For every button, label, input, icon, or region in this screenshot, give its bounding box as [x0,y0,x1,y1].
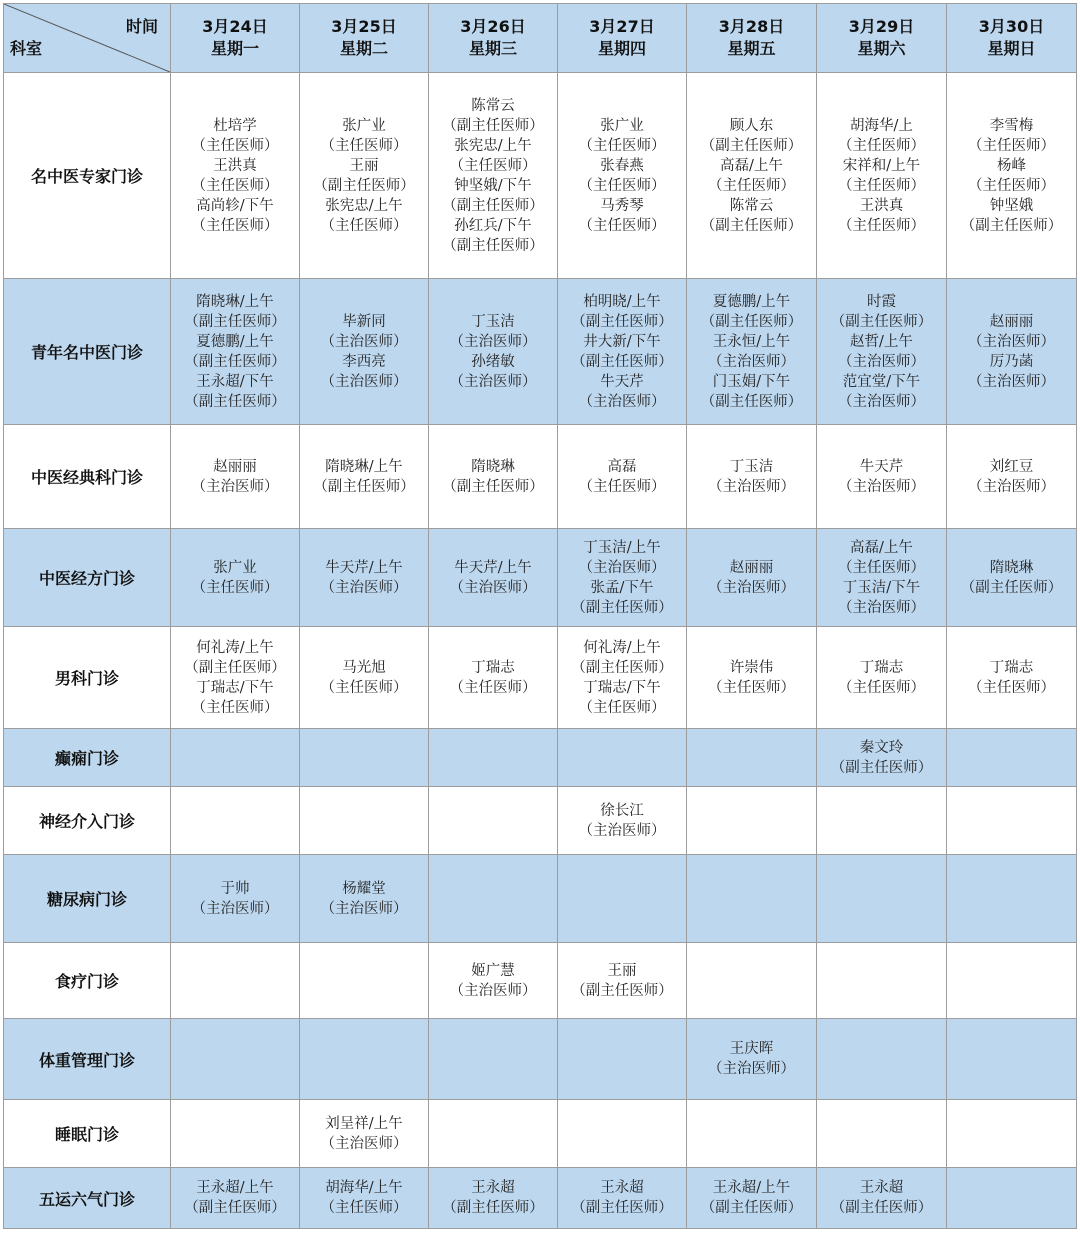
schedule-table [3,3,1077,1229]
department-name: 神经介入门诊 [4,787,171,855]
doctor-line: 何礼涛/上午 [583,639,661,656]
doctor-line: （主任医师） [838,559,925,576]
doctor-line: （主任医师） [838,137,925,154]
doctor-line: 姬广慧 [471,962,515,979]
department-name: 糖尿病门诊 [4,855,171,943]
schedule-cell [947,279,1077,425]
schedule-body [4,73,1077,1229]
schedule-cell [171,627,300,729]
doctor-line: （副主任医师） [571,313,673,330]
department-name: 食疗门诊 [4,943,171,1019]
day-date: 3月28日 [718,17,785,36]
doctor-line: 丁瑞志 [471,659,515,676]
doctor-line: （主任医师） [708,679,795,696]
doctor-line: 王丽 [607,962,637,979]
doctor-line: （主治医师） [320,333,408,350]
doctor-line: 马秀琴 [600,197,644,214]
schedule-cell [687,279,817,425]
day-weekday: 星期五 [727,39,776,58]
department-name: 体重管理门诊 [4,1019,171,1100]
schedule-cell [947,943,1077,1019]
schedule-cell [171,787,300,855]
schedule-cell [817,529,947,627]
day-date: 3月25日 [331,17,397,36]
doctor-line: （副主任医师） [571,659,673,676]
day-weekday: 星期六 [857,39,906,58]
schedule-row [4,1019,1077,1100]
doctor-line: 高磊 [607,458,637,475]
schedule-row [4,279,1077,425]
schedule-cell [429,627,558,729]
schedule-cell [817,627,947,729]
department-name: 名中医专家门诊 [4,73,171,279]
doctor-line: 王永超 [859,1180,904,1196]
day-weekday: 星期四 [597,39,646,58]
doctor-line: （主治医师） [578,559,666,576]
schedule-cell [947,1019,1077,1100]
doctor-line: 王永恒/上午 [712,333,791,350]
department-name: 男科门诊 [4,627,171,729]
doctor-line: （副主任医师） [571,1200,673,1216]
day-date: 3月24日 [202,17,268,36]
doctor-line: （副主任医师） [571,353,673,370]
doctor-line: （主治医师） [838,599,925,616]
doctor-line: 高磊/上午 [720,157,783,174]
day-header [947,4,1077,73]
doctor-line: 丁瑞志/下午 [196,679,274,696]
schedule-cell [429,73,558,279]
schedule-cell [300,73,429,279]
doctor-line: 张广业 [342,117,386,134]
doctor-line: 何礼涛/上午 [196,639,274,656]
doctor-line: （主治医师） [578,393,666,410]
department-name: 五运六气门诊 [4,1168,171,1229]
schedule-cell [687,1100,817,1168]
doctor-line: 钟坚娥/下午 [454,177,532,194]
schedule-cell [558,1019,687,1100]
doctor-line: （主治医师） [838,353,925,370]
doctor-line: （副主任医师） [700,393,803,410]
doctor-line: （副主任医师） [184,313,286,330]
doctor-line: 王永超/上午 [712,1180,791,1196]
doctor-line: 孙绪敏 [471,353,515,370]
doctor-line: （副主任医师） [700,137,803,154]
schedule-row [4,425,1077,529]
schedule-cell [817,1100,947,1168]
doctor-line: 丁玉洁 [471,313,515,330]
doctor-line: 王丽 [349,157,379,174]
doctor-line: （副主任医师） [830,1200,933,1216]
doctor-line: （主任医师） [968,177,1055,194]
doctor-line: 牛天芹/上午 [454,559,532,576]
doctor-line: （副主任医师） [442,1200,544,1216]
doctor-line: （副主任医师） [830,759,933,776]
doctor-line: （主治医师） [838,478,925,495]
doctor-line: 王永超 [471,1180,515,1196]
doctor-line: （副主任医师） [313,478,415,495]
doctor-line: （主治医师） [449,333,537,350]
doctor-line: （主任医师） [320,1200,408,1216]
header-row [4,4,1077,73]
doctor-line: 杜培学 [213,117,257,134]
doctor-line: （副主任医师） [184,393,286,410]
doctor-line: （主治医师） [191,900,279,917]
doctor-line: 赵哲/上午 [850,333,913,350]
day-weekday: 星期日 [987,39,1036,58]
schedule-cell [817,73,947,279]
day-header [558,4,687,73]
day-weekday: 星期三 [468,39,517,58]
schedule-cell [558,1100,687,1168]
doctor-line: （副主任医师） [571,982,673,999]
doctor-line: 王洪真 [213,157,257,174]
schedule-cell [300,729,429,787]
doctor-line: （主治医师） [838,393,925,410]
schedule-cell [947,73,1077,279]
doctor-line: （主任医师） [191,217,279,234]
schedule-cell [171,1168,300,1229]
schedule-cell [947,627,1077,729]
doctor-line: 高尚轸/下午 [196,197,274,214]
doctor-line: 高磊/上午 [850,539,913,556]
doctor-line: （主任医师） [968,137,1055,154]
doctor-line: （主任医师） [838,679,925,696]
doctor-line: （主治医师） [968,478,1055,495]
doctor-line: （副主任医师） [442,237,544,254]
doctor-line: （主任医师） [320,137,408,154]
doctor-line: （主治医师） [708,579,795,596]
doctor-line: （副主任医师） [184,1200,286,1216]
schedule-cell [817,855,947,943]
schedule-cell [300,855,429,943]
doctor-line: 张孟/下午 [590,579,654,596]
schedule-cell [947,787,1077,855]
schedule-cell [171,855,300,943]
doctor-line: （主治医师） [578,822,666,839]
schedule-cell [687,529,817,627]
doctor-line: （副主任医师） [960,579,1063,596]
doctor-line: （副主任医师） [830,313,933,330]
schedule-cell [947,529,1077,627]
doctor-line: 刘红豆 [989,458,1034,475]
doctor-line: 张春燕 [600,157,644,174]
doctor-line: 隋晓琳 [471,458,515,475]
doctor-line: 时霞 [867,293,896,310]
schedule-cell [300,787,429,855]
schedule-cell [687,729,817,787]
schedule-cell [817,425,947,529]
department-name: 中医经方门诊 [4,529,171,627]
doctor-line: （主治医师） [968,333,1055,350]
doctor-line: 王洪真 [859,197,904,214]
doctor-line: 丁玉洁/上午 [583,539,661,556]
doctor-line: 刘呈祥/上午 [325,1115,403,1132]
schedule-cell [300,627,429,729]
doctor-line: 杨耀堂 [342,880,386,897]
corner-cell [4,4,171,73]
doctor-line: （主治医师） [320,1135,408,1152]
department-name: 中医经典科门诊 [4,425,171,529]
schedule-cell [817,1168,947,1229]
doctor-line: （主任医师） [838,177,925,194]
schedule-cell [817,943,947,1019]
schedule-cell [429,1168,558,1229]
schedule-cell [429,529,558,627]
schedule-cell [300,279,429,425]
schedule-cell [300,1168,429,1229]
schedule-cell [558,627,687,729]
doctor-line: 张广业 [213,559,257,576]
doctor-line: 牛天芹 [859,458,904,475]
schedule-cell [429,729,558,787]
schedule-cell [171,1019,300,1100]
schedule-cell [947,1168,1077,1229]
doctor-line: 王永超 [600,1180,644,1196]
doctor-line: （主治医师） [708,1061,795,1077]
doctor-line: 夏德鹏/上午 [196,333,274,350]
doctor-line: 丁玉洁/下午 [842,579,921,596]
schedule-cell [687,787,817,855]
schedule-cell [429,1100,558,1168]
schedule-row [4,943,1077,1019]
schedule-cell [300,529,429,627]
doctor-line: 赵丽丽 [989,313,1034,330]
doctor-line: 王庆晖 [729,1041,774,1057]
day-date: 3月27日 [589,17,655,36]
schedule-cell [558,855,687,943]
doctor-line: 宋祥和/上午 [842,157,921,174]
schedule-cell [558,279,687,425]
doctor-line: 于帅 [220,880,250,897]
doctor-line: （副主任医师） [442,197,544,214]
doctor-line: 许崇伟 [729,659,774,676]
doctor-line: 赵丽丽 [213,458,257,475]
doctor-line: 孙红兵/下午 [454,217,532,234]
schedule-cell [817,1019,947,1100]
doctor-line: （主治医师） [320,373,408,390]
schedule-row [4,729,1077,787]
schedule-row [4,73,1077,279]
schedule-cell [947,425,1077,529]
doctor-line: 王永超/下午 [196,373,274,390]
schedule-cell [558,729,687,787]
doctor-line: 丁玉洁 [729,458,774,475]
doctor-line: 钟坚娥 [989,197,1034,214]
schedule-cell [300,1019,429,1100]
doctor-line: 范宜堂/下午 [842,373,921,390]
doctor-line: 丁瑞志 [859,659,904,676]
schedule-cell [558,425,687,529]
doctor-line: 陈常云 [471,97,515,114]
doctor-line: 秦文玲 [859,739,904,756]
doctor-line: 胡海华/上 [850,117,913,134]
doctor-line: 牛天芹 [600,373,644,390]
schedule-row [4,1100,1077,1168]
schedule-cell [817,729,947,787]
day-weekday: 星期二 [339,39,388,58]
schedule-cell [817,279,947,425]
doctor-line: （主任医师） [708,177,795,194]
schedule-cell [171,529,300,627]
doctor-line: （主治医师） [191,478,279,495]
doctor-line: （副主任医师） [442,117,544,134]
doctor-line: 顾人东 [729,117,774,134]
doctor-line: （主治医师） [449,373,537,390]
doctor-line: 陈常云 [729,197,774,214]
doctor-line: （副主任医师） [700,217,803,234]
doctor-line: （副主任医师） [442,478,544,495]
doctor-line: （主任医师） [578,137,666,154]
doctor-line: （主任医师） [191,177,279,194]
schedule-cell [687,425,817,529]
doctor-line: （主任医师） [578,699,666,716]
doctor-line: （主任医师） [191,699,279,716]
day-header [171,4,300,73]
day-header [817,4,947,73]
doctor-line: （副主任医师） [960,217,1063,234]
department-name: 青年名中医门诊 [4,279,171,425]
doctor-line: （主治医师） [968,373,1055,390]
doctor-line: （副主任医师） [313,177,415,194]
schedule-row [4,1168,1077,1229]
schedule-cell [300,943,429,1019]
doctor-line: （副主任医师） [700,1200,803,1216]
doctor-line: （主任医师） [838,217,925,234]
schedule-cell [687,1019,817,1100]
doctor-line: （主任医师） [968,679,1055,696]
doctor-line: （主任医师） [320,217,408,234]
doctor-line: （副主任医师） [184,659,286,676]
schedule-cell [558,73,687,279]
schedule-cell [947,1100,1077,1168]
schedule-cell [687,1168,817,1229]
schedule-cell [947,855,1077,943]
doctor-line: （主任医师） [449,679,537,696]
doctor-line: 柏明晓/上午 [583,293,661,310]
doctor-line: 毕新同 [342,313,386,330]
doctor-line: （主治医师） [708,478,795,495]
schedule-cell [558,529,687,627]
day-weekday: 星期一 [210,39,259,58]
schedule-cell [687,943,817,1019]
department-name: 癫痫门诊 [4,729,171,787]
schedule-cell [558,787,687,855]
schedule-cell [429,787,558,855]
doctor-line: 夏德鹏/上午 [712,293,791,310]
schedule-cell [558,943,687,1019]
schedule-cell [429,855,558,943]
doctor-line: （主任医师） [449,157,537,174]
schedule-cell [817,787,947,855]
schedule-row [4,855,1077,943]
doctor-line: 厉乃菡 [989,353,1034,370]
schedule-cell [171,279,300,425]
schedule-cell [171,943,300,1019]
schedule-cell [429,1019,558,1100]
doctor-line: （副主任医师） [700,313,803,330]
doctor-line: 张宪忠/上午 [325,197,403,214]
schedule-row [4,627,1077,729]
day-header [687,4,817,73]
doctor-line: 马光旭 [342,659,386,676]
doctor-line: 门玉娟/下午 [712,373,791,390]
doctor-line: （主任医师） [191,137,279,154]
doctor-line: （主治医师） [708,353,795,370]
schedule-cell [687,855,817,943]
doctor-line: 杨峰 [997,157,1026,174]
doctor-line: （主任医师） [578,217,666,234]
doctor-line: 隋晓琳/上午 [325,458,403,475]
doctor-line: 隋晓琳/上午 [196,293,274,310]
doctor-line: 胡海华/上午 [325,1180,403,1196]
department-name: 睡眠门诊 [4,1100,171,1168]
schedule-cell [947,729,1077,787]
doctor-line: （主任医师） [191,579,279,596]
doctor-line: 井大新/下午 [583,333,661,350]
schedule-cell [429,279,558,425]
schedule-cell [558,1168,687,1229]
doctor-line: （副主任医师） [184,353,286,370]
schedule-cell [171,729,300,787]
day-header [300,4,429,73]
doctor-line: 隋晓琳 [989,559,1034,576]
doctor-line: 张广业 [600,117,644,134]
doctor-line: 张宪忠/上午 [454,137,532,154]
schedule-cell [171,425,300,529]
doctor-line: 李雪梅 [989,117,1034,134]
day-date: 3月30日 [978,17,1045,36]
doctor-line: 丁瑞志 [989,659,1034,676]
doctor-line: 李西亮 [342,353,386,370]
doctor-line: （主治医师） [320,900,408,917]
corner-dept-label: 科室 [10,39,43,58]
doctor-line: 牛天芹/上午 [325,559,403,576]
schedule-cell [171,1100,300,1168]
schedule-cell [687,627,817,729]
schedule-cell [300,425,429,529]
schedule-cell [429,943,558,1019]
schedule-row [4,787,1077,855]
day-date: 3月26日 [460,17,526,36]
corner-time-label: 时间 [125,17,158,36]
doctor-line: （主治医师） [449,579,537,596]
doctor-line: （主治医师） [449,982,537,999]
schedule-row [4,529,1077,627]
day-header [429,4,558,73]
doctor-line: 赵丽丽 [729,559,774,576]
schedule-cell [687,73,817,279]
doctor-line: （主任医师） [578,177,666,194]
doctor-line: （主任医师） [320,679,408,696]
schedule-cell [171,73,300,279]
schedule-cell [429,425,558,529]
day-date: 3月29日 [848,17,915,36]
doctor-line: （主治医师） [320,579,408,596]
doctor-line: 丁瑞志/下午 [583,679,661,696]
doctor-line: 王永超/上午 [196,1180,274,1196]
schedule-cell [300,1100,429,1168]
doctor-line: （副主任医师） [571,599,673,616]
doctor-line: 徐长江 [600,802,644,819]
doctor-line: （主任医师） [578,478,666,495]
